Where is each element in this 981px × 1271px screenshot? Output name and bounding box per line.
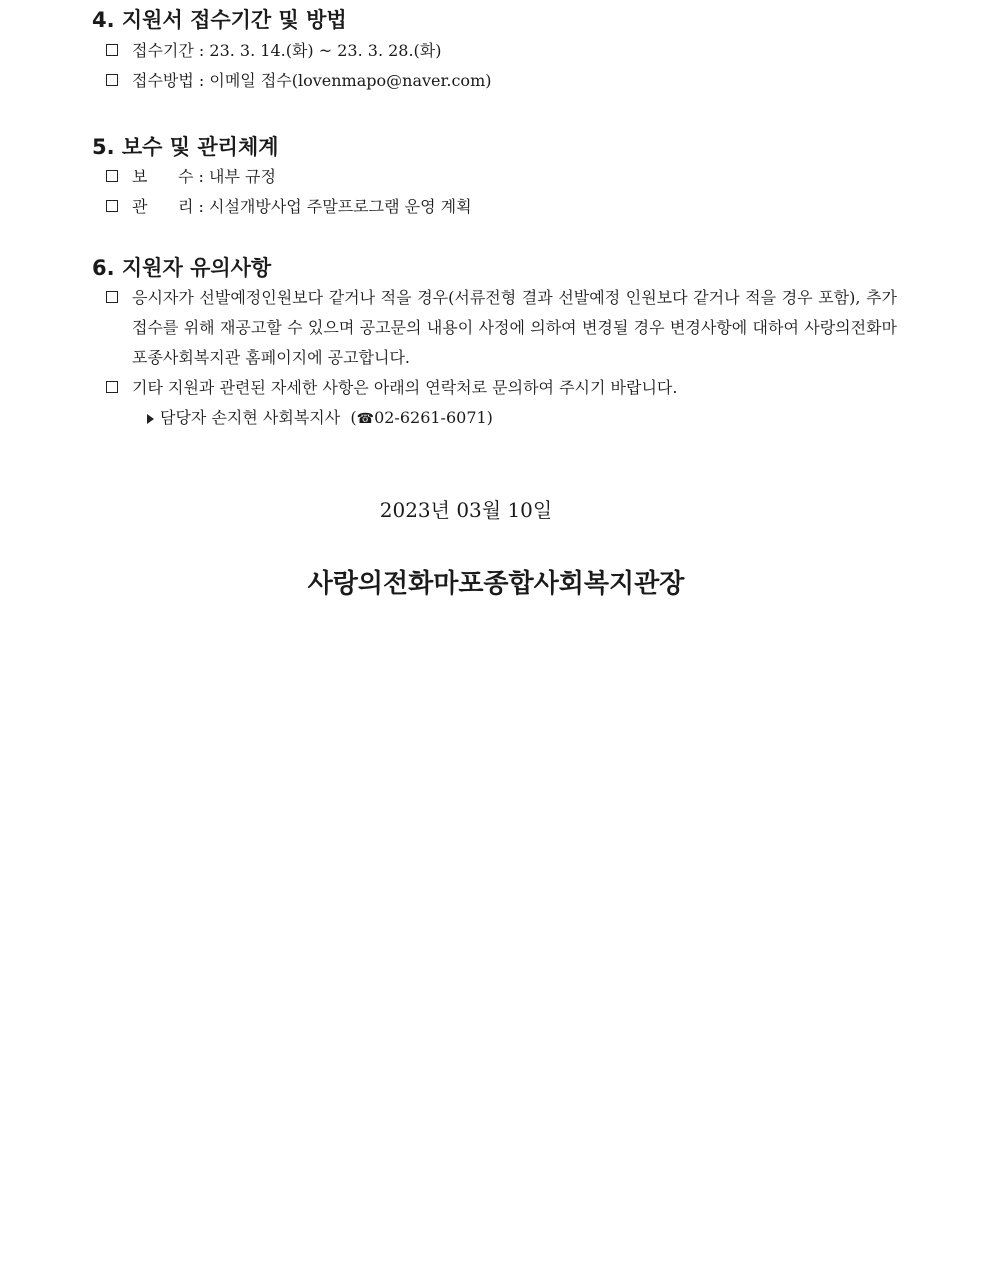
list-item — [92, 192, 912, 222]
organization-signature: 사랑의전화마포종합사회복지관장 — [307, 569, 685, 599]
checkbox-square-icon — [106, 74, 118, 86]
list-item — [92, 283, 897, 373]
item-text: 보 수 : 내부 규정 — [132, 167, 276, 186]
phone-icon: ☎ — [356, 411, 375, 427]
list-item — [92, 162, 912, 192]
checkbox-square-icon — [106, 200, 118, 212]
contact-line — [92, 403, 912, 434]
document-date: 2023년 03월 10일 — [379, 498, 553, 522]
contact-person: 담당자 손지현 사회복지사 ( — [160, 408, 357, 427]
section-heading: 6. 지원자 유의사항 — [92, 256, 272, 280]
checkbox-square-icon — [106, 381, 118, 393]
checkbox-square-icon — [106, 44, 118, 56]
item-text: 응시자가 선발예정인원보다 같거나 적을 경우(서류전형 결과 선발예정 인원보다 같거나 적을 경우 포함), 추가 접수를 위해 재공고할 수 있으며 공고문의 내용이 사정에 의하여 변경될 경우 변경사항에 대하여 사랑의전화마포종사회복지관 홈페이지에 공고합니다. — [132, 288, 897, 367]
section-application-period — [92, 6, 912, 96]
item-text: 접수기간 : 23. 3. 14.(화) ~ 23. 3. 28.(화) — [132, 41, 442, 60]
contact-phone: 02-6261-6071) — [374, 408, 493, 427]
section-heading: 5. 보수 및 관리체계 — [92, 135, 279, 159]
section-pay-management — [92, 133, 912, 222]
list-item — [92, 373, 912, 403]
checkbox-square-icon — [106, 291, 118, 303]
item-text: 접수방법 : 이메일 접수(lovenmapo@naver.com) — [132, 71, 492, 90]
list-item — [92, 66, 912, 96]
section-heading: 4. 지원서 접수기간 및 방법 — [92, 8, 347, 32]
section-applicant-notes — [92, 254, 912, 434]
checkbox-square-icon — [106, 170, 118, 182]
list-item — [92, 36, 912, 66]
item-text: 기타 지원과 관련된 자세한 사항은 아래의 연락처로 문의하여 주시기 바랍니다. — [132, 378, 678, 397]
triangle-bullet-icon — [147, 414, 154, 424]
item-text: 관 리 : 시설개방사업 주말프로그램 운영 계획 — [132, 197, 472, 216]
